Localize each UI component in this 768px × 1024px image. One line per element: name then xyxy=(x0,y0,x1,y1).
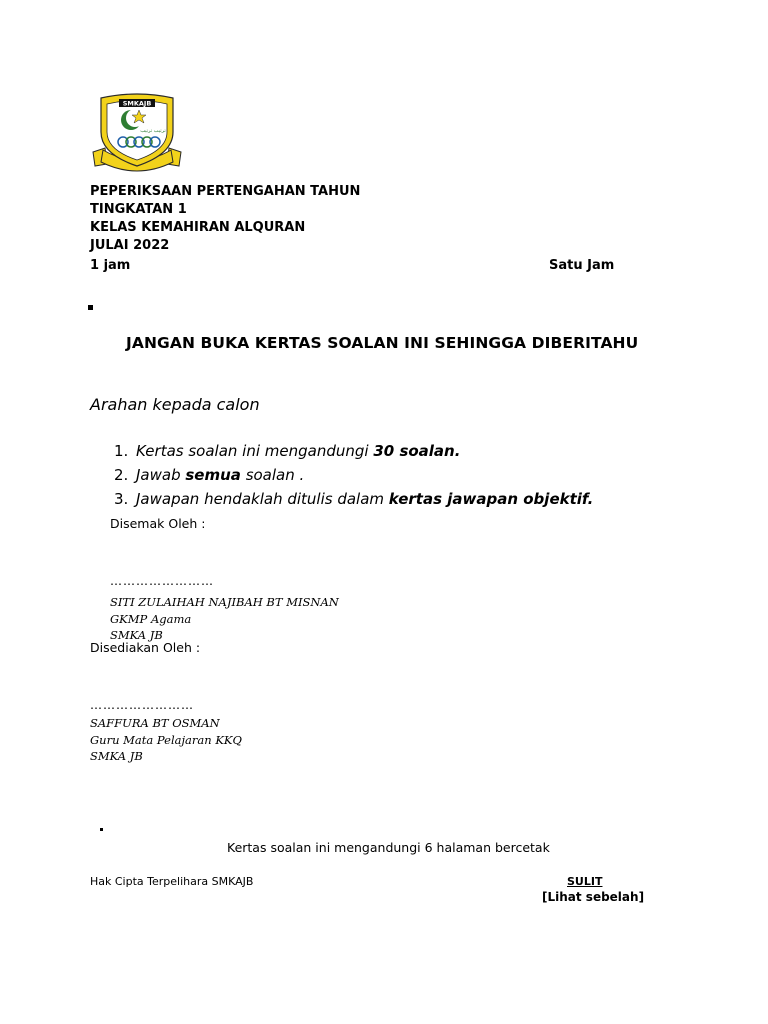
instruction-number: 1. xyxy=(114,442,129,460)
form-level: TINGKATAN 1 xyxy=(90,202,187,217)
duration-right: Satu Jam xyxy=(549,258,615,273)
instruction-text: Kertas soalan ini mengandungi xyxy=(136,442,374,460)
duration-left: 1 jam xyxy=(90,258,131,273)
checked-by-role: GKMP Agama xyxy=(110,612,192,626)
see-next-page: [Lihat sebelah] xyxy=(542,890,645,904)
sulit-label: SULIT xyxy=(567,875,603,888)
school-crest-logo xyxy=(89,92,185,176)
instruction-number: 2. xyxy=(114,466,129,484)
instruction-item xyxy=(114,442,460,460)
prepared-by-signature-line: …………………… xyxy=(90,698,194,712)
instruction-number: 3. xyxy=(114,490,129,508)
instruction-bold: 30 soalan. xyxy=(373,442,461,460)
checked-by-label: Disemak Oleh : xyxy=(110,516,206,531)
exam-date: JULAI 2022 xyxy=(90,238,170,253)
prepared-by-role: Guru Mata Pelajaran KKQ xyxy=(90,733,242,747)
bullet-marker xyxy=(88,305,93,310)
checked-by-school: SMKA JB xyxy=(110,628,163,642)
bullet-marker-small xyxy=(100,828,103,831)
instruction-bold: semua xyxy=(185,466,241,484)
instruction-text: Jawab xyxy=(136,466,186,484)
instruction-text-post: soalan . xyxy=(240,466,305,484)
prepared-by-name: SAFFURA BT OSMAN xyxy=(90,716,220,730)
instructions-title: Arahan kepada calon xyxy=(90,395,260,414)
warning-heading: JANGAN BUKA KERTAS SOALAN INI SEHINGGA DIBERITAHU xyxy=(126,334,639,352)
class-name: KELAS KEMAHIRAN ALQURAN xyxy=(90,220,306,235)
checked-by-name: SITI ZULAIHAH NAJIBAH BT MISNAN xyxy=(110,595,339,609)
prepared-by-label: Disediakan Oleh : xyxy=(90,640,201,655)
prepared-by-school: SMKA JB xyxy=(90,749,143,763)
checked-by-signature-line: …………………… xyxy=(110,574,214,588)
crest-label: SMKAJB xyxy=(122,99,152,108)
instruction-item xyxy=(114,490,593,508)
exam-title: PEPERIKSAAN PERTENGAHAN TAHUN xyxy=(90,184,361,199)
instruction-text: Jawapan hendaklah ditulis dalam xyxy=(136,490,389,508)
copyright-notice: Hak Cipta Terpelihara SMKAJB xyxy=(90,875,254,888)
page-count-note: Kertas soalan ini mengandungi 6 halaman bercetak xyxy=(227,840,550,855)
crest-arabic-text: ترتيب ترتيب xyxy=(140,128,166,134)
instruction-item xyxy=(114,466,304,484)
instruction-bold: kertas jawapan objektif. xyxy=(388,490,594,508)
